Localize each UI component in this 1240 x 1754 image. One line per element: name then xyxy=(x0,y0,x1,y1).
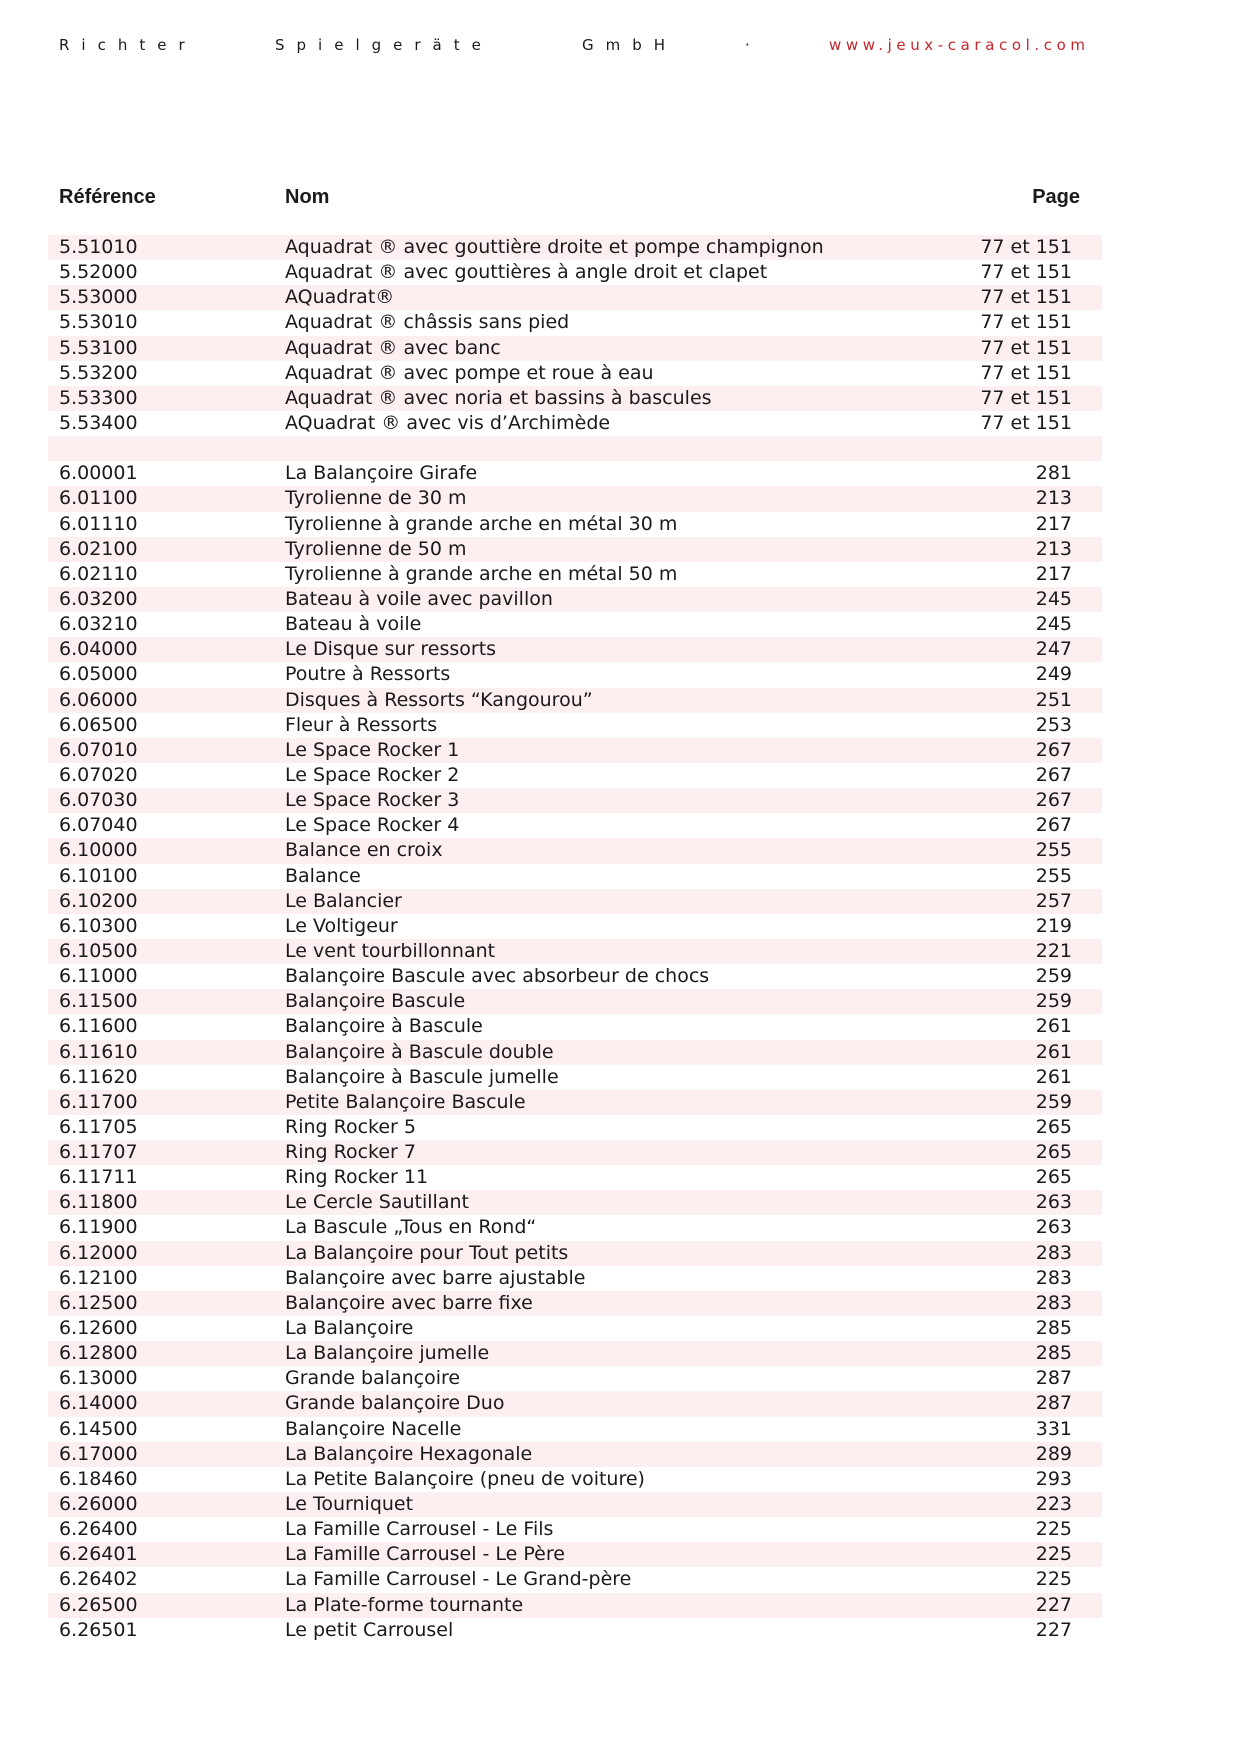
row-name: Grande balançoire Duo xyxy=(285,1392,505,1415)
row-reference: 6.26000 xyxy=(59,1493,138,1516)
row-reference: 6.06000 xyxy=(59,688,138,711)
row-name: La Balançoire jumelle xyxy=(285,1342,490,1365)
table-row xyxy=(48,1014,1102,1039)
row-reference: 5.53200 xyxy=(59,361,138,384)
row-page: 225 xyxy=(1035,1518,1072,1541)
row-name: Ring Rocker 5 xyxy=(285,1115,416,1138)
row-page: 223 xyxy=(1035,1493,1072,1516)
table-row xyxy=(48,1366,1102,1391)
row-reference: 6.07010 xyxy=(59,738,138,761)
row-name: Bateau à voile avec pavillon xyxy=(285,587,553,610)
row-reference: 6.00001 xyxy=(59,462,138,485)
row-page: 285 xyxy=(1035,1342,1072,1365)
row-reference: 6.03200 xyxy=(59,587,138,610)
row-reference: 6.05000 xyxy=(59,663,138,686)
row-reference: 6.12800 xyxy=(59,1342,138,1365)
row-reference: 6.11900 xyxy=(59,1216,138,1239)
row-name: Le Space Rocker 1 xyxy=(285,738,460,761)
row-page: 77 et 151 xyxy=(980,386,1072,409)
row-name: Aquadrat ® avec gouttières à angle droit et clapet xyxy=(285,261,768,284)
table-row xyxy=(48,964,1102,989)
row-page: 267 xyxy=(1035,763,1072,786)
table-row xyxy=(48,738,1102,763)
row-reference: 6.12100 xyxy=(59,1266,138,1289)
row-page: 267 xyxy=(1035,814,1072,837)
row-name: Balance xyxy=(285,864,361,887)
row-name: Le Voltigeur xyxy=(285,914,398,937)
table-row xyxy=(48,1517,1102,1542)
row-reference: 6.11800 xyxy=(59,1191,138,1214)
row-name: Ring Rocker 11 xyxy=(285,1166,429,1189)
row-page: 263 xyxy=(1035,1191,1072,1214)
table-row xyxy=(48,285,1102,310)
row-page: 255 xyxy=(1035,864,1072,887)
table-row xyxy=(48,1391,1102,1416)
row-reference: 6.02110 xyxy=(59,562,138,585)
row-name: Aquadrat ® avec banc xyxy=(285,336,501,359)
table-row xyxy=(48,788,1102,813)
row-page: 217 xyxy=(1035,562,1072,585)
row-name: Balançoire Nacelle xyxy=(285,1417,462,1440)
product-table xyxy=(48,235,1102,1643)
row-name: Balançoire Bascule xyxy=(285,990,466,1013)
row-page: 253 xyxy=(1035,713,1072,736)
row-name: Bateau à voile xyxy=(285,613,422,636)
row-name: Tyrolienne à grande arche en métal 50 m xyxy=(285,562,678,585)
row-reference: 6.14500 xyxy=(59,1417,138,1440)
row-name: La Bascule „Tous en Rond“ xyxy=(285,1216,537,1239)
table-row xyxy=(48,1190,1102,1215)
company-name-part-2: Spielgeräte xyxy=(275,36,493,54)
page-header xyxy=(59,36,1105,60)
row-reference: 5.53010 xyxy=(59,311,138,334)
table-row xyxy=(48,587,1102,612)
row-name: La Balançoire pour Tout petits xyxy=(285,1241,569,1264)
row-name: Le Space Rocker 3 xyxy=(285,789,460,812)
row-page: 77 et 151 xyxy=(980,411,1072,434)
row-name: AQuadrat ® avec vis d’Archimède xyxy=(285,411,611,434)
row-name: Le Space Rocker 4 xyxy=(285,814,460,837)
row-page: 77 et 151 xyxy=(980,286,1072,309)
row-page: 245 xyxy=(1035,613,1072,636)
row-page: 225 xyxy=(1035,1543,1072,1566)
table-row xyxy=(48,1241,1102,1266)
row-name: Le Balancier xyxy=(285,889,402,912)
table-row xyxy=(48,914,1102,939)
table-row xyxy=(48,1090,1102,1115)
table-header xyxy=(59,186,1080,214)
table-row xyxy=(48,1291,1102,1316)
table-row xyxy=(48,939,1102,964)
row-reference: 6.11700 xyxy=(59,1090,138,1113)
row-page: 261 xyxy=(1035,1015,1072,1038)
row-page: 221 xyxy=(1035,939,1072,962)
table-row xyxy=(48,1115,1102,1140)
row-name: Le vent tourbillonnant xyxy=(285,939,496,962)
table-row xyxy=(48,1618,1102,1643)
row-page: 267 xyxy=(1035,738,1072,761)
row-reference: 6.10300 xyxy=(59,914,138,937)
row-name: La Petite Balançoire (pneu de voiture) xyxy=(285,1467,645,1490)
row-name: Disques à Ressorts “Kangourou” xyxy=(285,688,593,711)
row-reference: 6.13000 xyxy=(59,1367,138,1390)
row-name: Tyrolienne de 50 m xyxy=(285,537,467,560)
row-reference: 6.03210 xyxy=(59,613,138,636)
row-page: 287 xyxy=(1035,1392,1072,1415)
table-row xyxy=(48,1442,1102,1467)
table-row xyxy=(48,612,1102,637)
row-reference: 6.10000 xyxy=(59,839,138,862)
row-name: Grande balançoire xyxy=(285,1367,461,1390)
row-reference: 6.12500 xyxy=(59,1291,138,1314)
table-row xyxy=(48,461,1102,486)
row-name: La Balançoire Girafe xyxy=(285,462,478,485)
row-reference: 6.12000 xyxy=(59,1241,138,1264)
row-reference: 6.06500 xyxy=(59,713,138,736)
row-reference: 6.01110 xyxy=(59,512,138,535)
table-row xyxy=(48,1467,1102,1492)
row-name: Balançoire à Bascule jumelle xyxy=(285,1065,559,1088)
table-row xyxy=(48,260,1102,285)
website-link[interactable]: www.jeux-caracol.com xyxy=(829,36,1090,54)
row-reference: 5.52000 xyxy=(59,261,138,284)
row-reference: 6.10100 xyxy=(59,864,138,887)
row-name: Balançoire à Bascule double xyxy=(285,1040,554,1063)
row-reference: 6.26500 xyxy=(59,1593,138,1616)
row-name: Petite Balançoire Bascule xyxy=(285,1090,526,1113)
row-reference: 6.07030 xyxy=(59,789,138,812)
row-page: 227 xyxy=(1035,1593,1072,1616)
table-row xyxy=(48,864,1102,889)
row-page: 219 xyxy=(1035,914,1072,937)
column-header-reference: Référence xyxy=(59,186,156,208)
table-row xyxy=(48,1040,1102,1065)
row-reference: 6.07040 xyxy=(59,814,138,837)
row-name: Aquadrat ® avec gouttière droite et pompe champignon xyxy=(285,236,824,258)
table-row xyxy=(48,1266,1102,1291)
row-page: 261 xyxy=(1035,1040,1072,1063)
row-reference: 6.02100 xyxy=(59,537,138,560)
row-page: 285 xyxy=(1035,1317,1072,1340)
table-row xyxy=(48,562,1102,587)
table-row xyxy=(48,637,1102,662)
row-reference: 6.14000 xyxy=(59,1392,138,1415)
table-row xyxy=(48,662,1102,687)
row-reference: 6.11500 xyxy=(59,990,138,1013)
table-row xyxy=(48,1341,1102,1366)
table-row xyxy=(48,386,1102,411)
table-row xyxy=(48,763,1102,788)
table-row xyxy=(48,436,1102,461)
column-header-page: Page xyxy=(1032,186,1080,208)
row-page: 255 xyxy=(1035,839,1072,862)
row-reference: 6.04000 xyxy=(59,638,138,661)
row-name: Le Space Rocker 2 xyxy=(285,763,460,786)
row-page: 331 xyxy=(1035,1417,1072,1440)
table-row xyxy=(48,411,1102,436)
row-name: Le Disque sur ressorts xyxy=(285,638,497,661)
row-reference: 6.11000 xyxy=(59,965,138,988)
table-row xyxy=(48,1567,1102,1592)
row-page: 259 xyxy=(1035,965,1072,988)
table-row xyxy=(48,1140,1102,1165)
row-reference: 6.18460 xyxy=(59,1467,138,1490)
row-name: La Balançoire Hexagonale xyxy=(285,1442,533,1465)
row-page: 247 xyxy=(1035,638,1072,661)
row-reference: 6.10500 xyxy=(59,939,138,962)
row-page: 77 et 151 xyxy=(980,236,1072,258)
row-name: La Famille Carrousel - Le Père xyxy=(285,1543,565,1566)
table-row xyxy=(48,1215,1102,1240)
row-page: 265 xyxy=(1035,1115,1072,1138)
row-name: Balance en croix xyxy=(285,839,443,862)
row-name: Le petit Carrousel xyxy=(285,1618,454,1641)
row-page: 213 xyxy=(1035,487,1072,510)
row-page: 225 xyxy=(1035,1568,1072,1591)
row-name: La Famille Carrousel - Le Fils xyxy=(285,1518,554,1541)
table-row xyxy=(48,310,1102,335)
row-name: Aquadrat ® avec noria et bassins à bascules xyxy=(285,386,712,409)
row-name: Le Cercle Sautillant xyxy=(285,1191,469,1214)
row-page: 267 xyxy=(1035,789,1072,812)
row-reference: 6.26401 xyxy=(59,1543,138,1566)
row-page: 287 xyxy=(1035,1367,1072,1390)
row-page: 265 xyxy=(1035,1141,1072,1164)
row-reference: 5.53300 xyxy=(59,386,138,409)
row-reference: 6.11705 xyxy=(59,1115,138,1138)
table-row xyxy=(48,1316,1102,1341)
table-row xyxy=(48,486,1102,511)
row-page: 283 xyxy=(1035,1291,1072,1314)
row-name: La Plate-forme tournante xyxy=(285,1593,524,1616)
row-page: 259 xyxy=(1035,990,1072,1013)
row-reference: 5.53400 xyxy=(59,411,138,434)
row-name: Poutre à Ressorts xyxy=(285,663,451,686)
row-name: Balançoire avec barre fixe xyxy=(285,1291,533,1314)
row-reference: 6.11707 xyxy=(59,1141,138,1164)
row-name: Tyrolienne à grande arche en métal 30 m xyxy=(285,512,678,535)
row-page: 77 et 151 xyxy=(980,361,1072,384)
row-reference: 6.01100 xyxy=(59,487,138,510)
row-page: 217 xyxy=(1035,512,1072,535)
row-name: Balançoire à Bascule xyxy=(285,1015,483,1038)
row-name: Balançoire Bascule avec absorbeur de chocs xyxy=(285,965,710,988)
row-page: 245 xyxy=(1035,587,1072,610)
row-name: Aquadrat ® châssis sans pied xyxy=(285,311,570,334)
row-page: 283 xyxy=(1035,1241,1072,1264)
row-reference: 6.11600 xyxy=(59,1015,138,1038)
row-reference: 5.51010 xyxy=(59,236,138,258)
row-page: 293 xyxy=(1035,1467,1072,1490)
table-row xyxy=(48,512,1102,537)
row-page: 263 xyxy=(1035,1216,1072,1239)
row-name: Fleur à Ressorts xyxy=(285,713,438,736)
table-row xyxy=(48,1165,1102,1190)
row-reference: 5.53000 xyxy=(59,286,138,309)
table-row xyxy=(48,1593,1102,1618)
row-page: 249 xyxy=(1035,663,1072,686)
company-name-part-1: Richter xyxy=(59,36,197,54)
row-page: 283 xyxy=(1035,1266,1072,1289)
header-separator: · xyxy=(745,36,750,54)
row-name: Tyrolienne de 30 m xyxy=(285,487,467,510)
row-name: Ring Rocker 7 xyxy=(285,1141,416,1164)
table-row xyxy=(48,889,1102,914)
row-page: 289 xyxy=(1035,1442,1072,1465)
table-row xyxy=(48,813,1102,838)
row-reference: 6.11711 xyxy=(59,1166,138,1189)
row-reference: 6.17000 xyxy=(59,1442,138,1465)
row-page: 281 xyxy=(1035,462,1072,485)
table-row xyxy=(48,336,1102,361)
table-row xyxy=(48,688,1102,713)
row-name: La Famille Carrousel - Le Grand-père xyxy=(285,1568,632,1591)
row-name: AQuadrat® xyxy=(285,286,395,309)
row-reference: 6.11610 xyxy=(59,1040,138,1063)
row-reference: 6.11620 xyxy=(59,1065,138,1088)
row-reference: 6.26400 xyxy=(59,1518,138,1541)
table-row xyxy=(48,537,1102,562)
table-row xyxy=(48,989,1102,1014)
row-page: 227 xyxy=(1035,1618,1072,1641)
row-page: 257 xyxy=(1035,889,1072,912)
row-page: 77 et 151 xyxy=(980,261,1072,284)
row-page: 77 et 151 xyxy=(980,311,1072,334)
row-page: 251 xyxy=(1035,688,1072,711)
row-reference: 6.07020 xyxy=(59,763,138,786)
row-page: 265 xyxy=(1035,1166,1072,1189)
row-name: Balançoire avec barre ajustable xyxy=(285,1266,586,1289)
table-row xyxy=(48,1065,1102,1090)
row-page: 213 xyxy=(1035,537,1072,560)
table-row xyxy=(48,713,1102,738)
row-page: 261 xyxy=(1035,1065,1072,1088)
row-name: La Balançoire xyxy=(285,1317,414,1340)
row-reference: 6.26501 xyxy=(59,1618,138,1641)
row-name: Le Tourniquet xyxy=(285,1493,414,1516)
row-reference: 6.12600 xyxy=(59,1317,138,1340)
row-reference: 5.53100 xyxy=(59,336,138,359)
table-row xyxy=(48,1417,1102,1442)
table-row xyxy=(48,361,1102,386)
table-row xyxy=(48,1492,1102,1517)
column-header-name: Nom xyxy=(285,186,330,208)
table-row xyxy=(48,838,1102,863)
row-name: Aquadrat ® avec pompe et roue à eau xyxy=(285,361,654,384)
table-row xyxy=(48,1542,1102,1567)
row-reference: 6.10200 xyxy=(59,889,138,912)
row-reference: 6.26402 xyxy=(59,1568,138,1591)
row-page: 259 xyxy=(1035,1090,1072,1113)
row-page: 77 et 151 xyxy=(980,336,1072,359)
company-name-part-3: GmbH xyxy=(582,36,678,54)
table-row xyxy=(48,235,1102,260)
